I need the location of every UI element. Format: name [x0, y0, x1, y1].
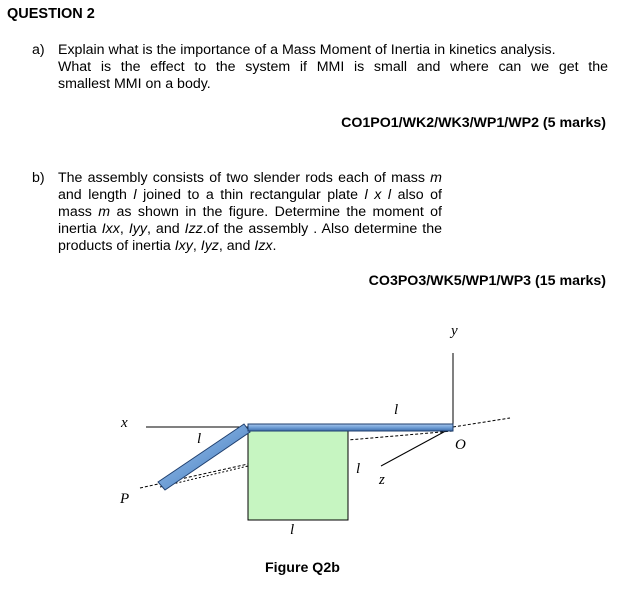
- axis-label-y: y: [451, 323, 458, 339]
- question-title: QUESTION 2: [7, 6, 95, 22]
- symbol-mass: m: [98, 204, 111, 220]
- symbol-length: l: [387, 187, 392, 203]
- symbol-izx: Izx: [254, 238, 273, 254]
- symbol-iyy: Iyy: [128, 221, 147, 237]
- slender-rod-diagonal: [158, 424, 250, 490]
- symbol-izz: Izz: [184, 221, 203, 237]
- dimension-label-plate-bottom: l: [290, 522, 295, 538]
- symbol-iyz: Iyz: [200, 238, 219, 254]
- slender-rod-horizontal: [248, 424, 453, 431]
- dimension-label-rod-top: l: [394, 402, 399, 418]
- symbol-length: l: [133, 187, 137, 203]
- part-a-line-2: What is the effect to the system if MMI is small and where can we get the: [58, 59, 608, 75]
- part-b-line-2-text-mid: joined to a thin rectangular plate: [136, 187, 365, 203]
- rectangular-plate: [248, 428, 348, 520]
- part-a-marks: CO1PO1/WK2/WK3/WP1/WP2 (5 marks): [341, 115, 606, 131]
- separator: ,: [192, 238, 201, 254]
- part-b-line-1-text: The assembly consists of two slender rods each of mass: [58, 170, 431, 186]
- symbol-mass: m: [430, 170, 442, 186]
- part-b-line-5-text-end: .: [272, 238, 277, 254]
- part-b-line-2-text-end: also of: [391, 187, 442, 203]
- point-label-p: P: [120, 491, 130, 507]
- part-b-line-5-text: products of inertia: [58, 238, 175, 254]
- axis-label-z: z: [379, 472, 385, 488]
- z-axis-line: [381, 427, 453, 466]
- part-b-line-4-text-end: .of the assembly . Also determine the: [202, 221, 442, 237]
- part-b-marks: CO3PO3/WK5/WP1/WP3 (15 marks): [368, 273, 606, 289]
- part-b-line-3-text-end: as shown in the figure. Determine the moment of: [110, 204, 442, 220]
- part-b-line-2-text: and length: [58, 187, 134, 203]
- part-b-line-3-text: mass: [58, 204, 99, 220]
- part-b-letter: b): [32, 170, 45, 186]
- separator: , and: [218, 238, 255, 254]
- separator: , and: [146, 221, 185, 237]
- part-a-line-1: Explain what is the importance of a Mass Moment of Inertia in kinetics analysis.: [58, 42, 556, 58]
- symbol-times: x: [367, 187, 388, 203]
- part-a-letter: a): [32, 42, 45, 58]
- origin-label-o: O: [455, 437, 466, 453]
- dimension-label-rod-left: l: [197, 431, 202, 447]
- separator: ,: [119, 221, 129, 237]
- symbol-ixx: Ixx: [101, 221, 120, 237]
- axis-label-x: x: [121, 415, 128, 431]
- figure-caption: Figure Q2b: [265, 560, 340, 576]
- x-axis-extension: [453, 418, 510, 427]
- part-b-line-4-text: inertia: [58, 221, 102, 237]
- symbol-length: l: [364, 187, 368, 203]
- dimension-label-plate-side: l: [356, 461, 361, 477]
- symbol-ixy: Ixy: [174, 238, 193, 254]
- part-a-line-3: smallest MMI on a body.: [58, 76, 211, 92]
